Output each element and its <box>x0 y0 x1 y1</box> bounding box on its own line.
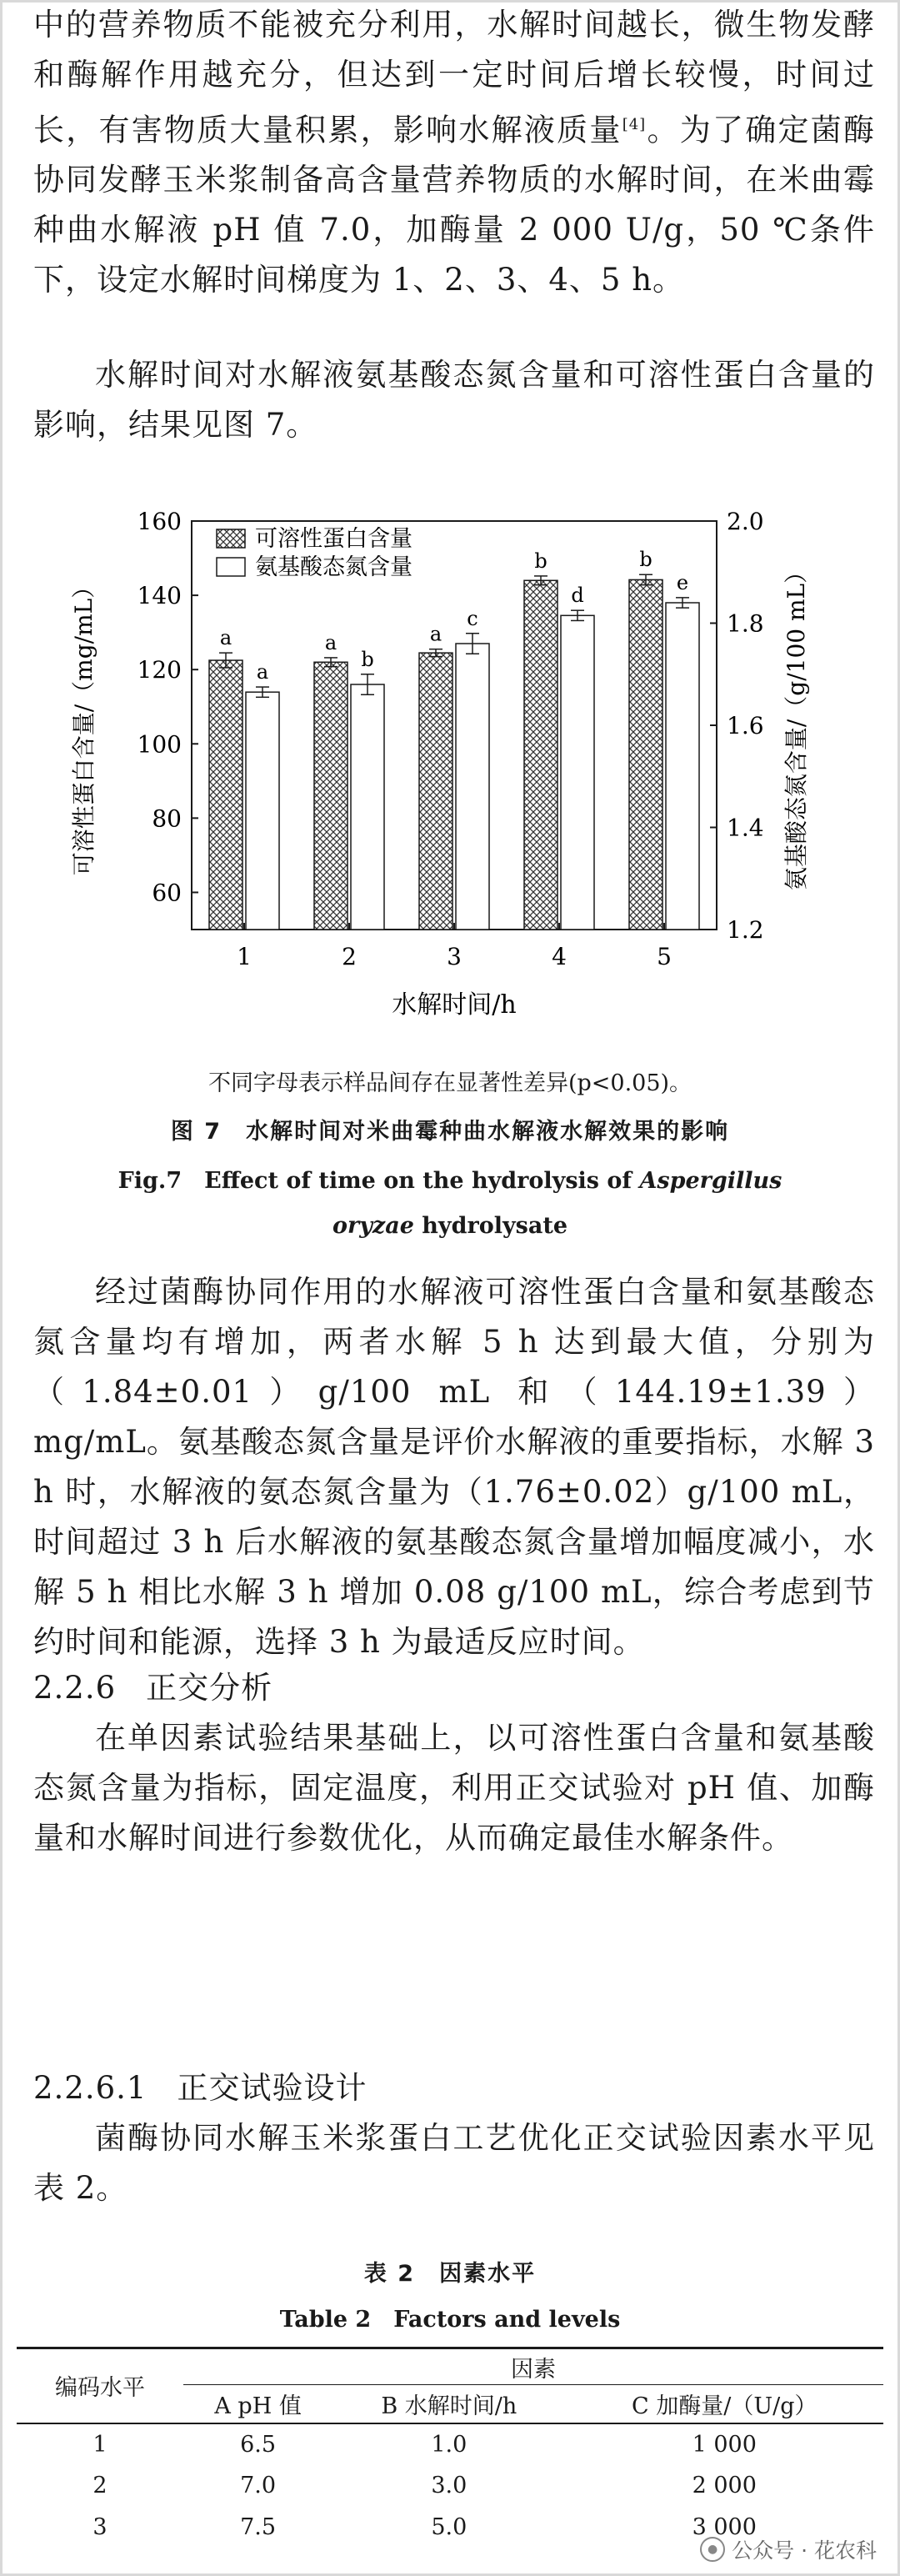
bar-soluble-protein <box>419 653 452 930</box>
chart-svg <box>50 475 850 1059</box>
bar-soluble-protein <box>629 579 662 930</box>
table-cell: 6.5 <box>240 2431 277 2458</box>
figure-7-chart <box>50 475 850 1059</box>
paragraph-4: 在单因素试验结果基础上，以可溶性蛋白含量和氨基酸态氮含量为指标，固定温度，利用正交试验对 pH 值、加酶量和水解时间进行参数优化，从而确定最佳水解条件。 <box>33 1720 875 1856</box>
significance-letter-soluble-protein: a <box>429 622 442 646</box>
table-row <box>17 2423 883 2465</box>
table-col-header: B 水解时间/h <box>332 2385 565 2423</box>
table-cell: 1.0 <box>431 2431 468 2458</box>
table-row-header: 编码水平 <box>17 2348 183 2423</box>
table-row <box>17 2465 883 2507</box>
x-axis-title: 水解时间/h <box>392 990 517 1020</box>
legend-label-soluble-protein: 可溶性蛋白含量 <box>255 526 412 552</box>
left-tick-label: 100 <box>137 730 182 759</box>
legend-swatch-amino-nitrogen <box>217 558 245 576</box>
figure-note: 不同字母表示样品间存在显著性差异(p<0.05)。 <box>208 1070 692 1096</box>
significance-letter-amino-nitrogen: b <box>361 647 374 671</box>
factors-levels-table <box>17 2347 883 2548</box>
section-heading-2-2-6-1: 2.2.6.1 正交试验设计 <box>33 2070 368 2106</box>
table-cell: 3 <box>92 2514 108 2540</box>
table-cell: 1 000 <box>692 2431 757 2458</box>
significance-letter-amino-nitrogen: a <box>256 660 269 684</box>
left-axis-title: 可溶性蛋白含量/（mg/mL） <box>70 574 98 876</box>
figure-caption-en: Fig.7 Effect of time on the hydrolysis of Aspergillus oryzae hydrolysate <box>118 1168 782 1239</box>
left-tick-label: 140 <box>137 582 182 610</box>
paragraph-5: 菌酶协同水解玉米浆蛋白工艺优化正交试验因素水平见表 2。 <box>33 2120 875 2206</box>
left-tick-label: 60 <box>152 879 182 907</box>
legend-swatch-soluble-protein <box>217 529 245 548</box>
table-col-header: A pH 值 <box>183 2385 332 2423</box>
significance-letter-amino-nitrogen: d <box>571 584 584 608</box>
right-tick-label: 1.8 <box>727 609 764 638</box>
bar-soluble-protein <box>209 660 242 930</box>
table-cell: 3 000 <box>692 2514 757 2540</box>
significance-letter-soluble-protein: b <box>639 548 652 572</box>
left-tick-label: 160 <box>137 508 182 535</box>
table-cell: 7.5 <box>240 2514 277 2540</box>
bar-soluble-protein <box>314 662 348 930</box>
figure-caption-cn: 图 7 水解时间对米曲霉种曲水解液水解效果的影响 <box>170 1119 730 1145</box>
bar-soluble-protein <box>524 580 558 930</box>
bar-amino-nitrogen <box>666 603 699 930</box>
reference-mark: [4] <box>622 116 647 133</box>
significance-letter-amino-nitrogen: c <box>467 606 478 630</box>
x-tick-label: 3 <box>447 943 462 970</box>
right-axis-title: 氨基酸态氮含量/（g/100 mL） <box>782 559 810 891</box>
significance-letter-soluble-protein: b <box>534 549 548 573</box>
bar-amino-nitrogen <box>246 692 279 930</box>
significance-letter-soluble-protein: a <box>324 630 338 654</box>
right-tick-label: 2.0 <box>727 508 764 535</box>
table-title-cn: 表 2 因素水平 <box>363 2261 537 2287</box>
paragraph-2: 水解时间对水解液氨基酸态氮含量和可溶性蛋白含量的影响，结果见图 7。 <box>33 357 875 443</box>
x-tick-label: 2 <box>342 943 357 970</box>
table-cell: 2 <box>92 2473 108 2498</box>
left-tick-label: 80 <box>152 804 182 833</box>
table-cell: 7.0 <box>240 2473 277 2498</box>
paragraph-3: 经过菌酶协同作用的水解液可溶性蛋白含量和氨基酸态氮含量均有增加，两者水解 5 h 达到最大值，分别为（1.84±0.01）g/100 mL 和（144.19±1.39）mg/mL。氨基酸态氮含量是评价水解液的重要指标，水解 3 h 时，水解液的氨态氮含量为（1.76±0.02）g/100 mL，时间超过 3 h 后水解液的氨基酸态氮含量增加幅度减小，水解 5 h 相比水解 3 h 增加 0.08 g/100 mL，综合考虑到节约时间和能源，选择 3 h 为最适反应时间。 <box>33 1274 875 1660</box>
bar-amino-nitrogen <box>351 684 384 930</box>
x-tick-label: 5 <box>657 943 672 970</box>
table-title-en: Table 2 Factors and levels <box>279 2307 621 2333</box>
bar-amino-nitrogen <box>456 644 489 930</box>
right-tick-label: 1.4 <box>727 814 764 842</box>
table-cell: 2 000 <box>692 2473 757 2498</box>
table-cell: 3.0 <box>431 2473 468 2498</box>
legend-label-amino-nitrogen: 氨基酸态氮含量 <box>255 554 412 580</box>
significance-letter-amino-nitrogen: e <box>676 570 689 594</box>
right-tick-label: 1.2 <box>727 916 764 944</box>
watermark: ● 公众号 · 花农科 <box>700 2534 877 2564</box>
bar-amino-nitrogen <box>561 615 594 930</box>
table-cell: 5.0 <box>431 2514 468 2540</box>
table-cell: 1 <box>92 2431 108 2458</box>
paragraph-1: 中的营养物质不能被充分利用，水解时间越长，微生物发酵和酶解作用越充分，但达到一定时间后增长较慢，时间过长，有害物质大量积累，影响水解液质量[4]。为了确定菌酶协同发酵玉米浆制备高含量营养物质的水解时间，在米曲霉种曲水解液 pH 值 7.0，加酶量 2 000 U/g，50 ℃条件下，设定水解时间梯度为 1、2、3、4、5 h。 <box>33 7 876 298</box>
section-heading-2-2-6: 2.2.6 正交分析 <box>33 1670 273 1706</box>
table-col-header: C 加酶量/（U/g） <box>566 2385 883 2423</box>
wechat-icon: ● <box>700 2537 725 2562</box>
right-tick-label: 1.6 <box>727 712 764 739</box>
significance-letter-soluble-protein: a <box>219 626 232 650</box>
x-tick-label: 4 <box>552 943 567 970</box>
left-tick-label: 120 <box>137 656 182 684</box>
table-group-header: 因素 <box>183 2348 883 2385</box>
x-tick-label: 1 <box>237 943 252 970</box>
